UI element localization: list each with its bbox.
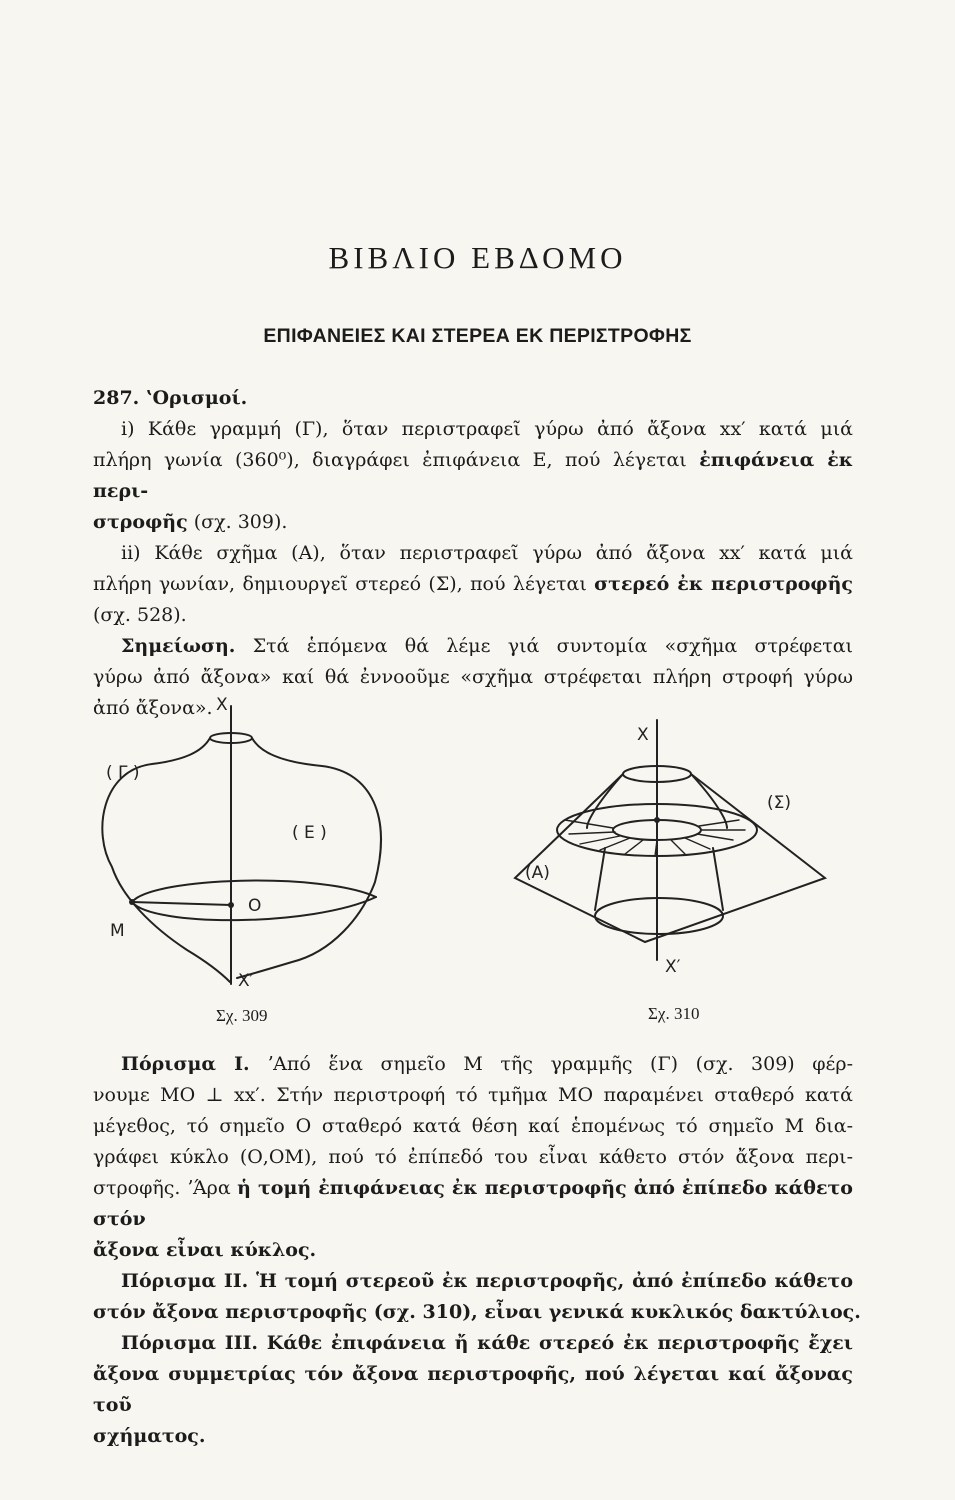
label-gamma: ( Γ ): [106, 763, 140, 783]
inner-right: [691, 774, 727, 828]
corollary-3-line-2: ἄξονα συμμετρίας τόν ἄξονα περιστροφῆς, πού λέγεται καί ἄξονας τοῦ: [93, 1363, 853, 1416]
corollary-2-line-1: [93, 1266, 853, 1297]
item-i-line-1: i) Κάθε γραμμή (Γ), ὅταν περιστραφεῖ γύρω ἀπό ἄξονα xx′ κατά μιά: [121, 418, 853, 440]
label-x-top: X: [216, 695, 228, 715]
corollaries-block: [93, 1049, 861, 1452]
corollary-3-line-3: σχήματος.: [93, 1425, 206, 1447]
label-e: ( Ε ): [292, 823, 327, 843]
item-ii-term: στερεό ἐκ περιστροφῆς: [594, 573, 853, 595]
point-m: [129, 899, 135, 905]
profile-right: [237, 738, 381, 978]
item-ii-line-2-text: πλήρη γωνίαν, δημιουργεῖ στερεό (Σ), πού λέγεται: [93, 573, 595, 595]
corollary-1-line-3: μέγεθος, τό σημεῖο Ο σταθερό κατά θέση καί ἑπομένως τό σημεῖο Μ δια-: [93, 1115, 853, 1137]
item-i-line-3: [93, 507, 853, 538]
label-x-bottom: X′: [665, 957, 681, 977]
corollary-2-line-2: στόν ἄξονα περιστροφῆς (σχ. 310), εἶναι γενικά κυκλικός δακτύλιος.: [93, 1301, 861, 1323]
axis-point: [654, 817, 660, 823]
item-ii-line-1: ii) Κάθε σχῆμα (Α), ὅταν περιστραφεῖ γύρω ἀπό ἄξονα xx′ κατά μιά: [121, 542, 853, 564]
label-m: M: [110, 921, 125, 941]
corollary-1-line-5: [93, 1173, 853, 1235]
definitions-block: [93, 383, 853, 724]
corollary-1-label: Πόρισμα Ι.: [121, 1053, 250, 1075]
section-heading: 287. ʽΟρισμοί.: [93, 387, 248, 409]
item-ii-line-2: [93, 569, 853, 600]
chapter-title: ΕΠΙΦΑΝΕΙΕΣ ΚΑΙ ΣΤΕΡΕΑ ΕΚ ΠΕΡΙΣΤΡΟΦΗΣ: [263, 325, 692, 347]
figure-310-drawing: [505, 710, 845, 990]
point-o: [228, 902, 234, 908]
corollary-3-line-1: [93, 1328, 853, 1359]
label-x-bottom: X′: [238, 971, 254, 991]
corollary-2-label: Πόρισμα ΙΙ.: [121, 1270, 249, 1292]
figure-310-caption: Σχ. 310: [648, 1004, 700, 1023]
corollary-1-conclusion: ἡ τομή ἐπιφάνειας ἐκ περιστροφῆς ἀπό ἐπίπεδο κάθετο στόν: [93, 1177, 853, 1230]
item-i-ref: (σχ. 309).: [187, 511, 288, 533]
figure-310: [505, 710, 845, 990]
book-title: ΒΙΒΛΙΟ ΕΒΔΟΜΟ: [328, 240, 627, 275]
note-text: Στά ἑπόμενα θά λέμε γιά συντομία «σχῆμα στρέφεται: [235, 635, 853, 657]
figure-309: [92, 692, 422, 1002]
figure-309-caption: Σχ. 309: [216, 1006, 268, 1025]
corollary-1-line-5-text: στροφῆς. ʼΆρα: [93, 1177, 238, 1199]
item-ii-line-3: (σχ. 528).: [93, 604, 187, 626]
lower-right: [713, 848, 723, 910]
figure-309-drawing: [92, 692, 422, 1002]
item-i-line-2: [93, 445, 853, 507]
radius-mo: [132, 902, 231, 905]
item-i-term: ἐπιφάνεια ἐκ περι-: [93, 449, 853, 502]
corollary-1-line-6: ἄξονα εἶναι κύκλος.: [93, 1239, 317, 1261]
corollary-1-line-2: νουμε ΜΟ ⊥ xx′. Στήν περιστροφή τό τμῆμα ΜΟ παραμένει σταθερό κατά: [93, 1084, 853, 1106]
bottom-ellipse: [595, 898, 723, 934]
corollary-2-text: Ἡ τομή στερεοῦ ἐκ περιστροφῆς, ἀπό ἐπίπεδο κάθετο: [248, 1270, 853, 1292]
corollary-1-line-4: γράφει κύκλο (Ο,ΟΜ), πού τό ἐπίπεδό του εἶναι κάθετο στόν ἄξονα περι-: [93, 1146, 853, 1168]
corollary-3-label: Πόρισμα ΙΙΙ.: [121, 1332, 259, 1354]
corollary-1-line-1: [93, 1049, 853, 1080]
label-o: O: [248, 896, 262, 916]
item-i-line-2-text: πλήρη γωνία (360⁰), διαγράφει ἐπιφάνεια Ε, πού λέγεται: [93, 449, 700, 471]
lower-left: [595, 848, 605, 910]
label-sigma: (Σ): [767, 793, 792, 813]
item-i-term-end: στροφῆς: [93, 511, 188, 533]
inner-left: [587, 774, 623, 828]
note-label: Σημείωση.: [121, 635, 236, 657]
note-line-2: γύρω ἀπό ἄξονα» καί θά ἐννοοῦμε «σχῆμα στρέφεται πλήρη στροφή γύρω: [93, 666, 853, 688]
corollary-3-text: Κάθε ἐπιφάνεια ἤ κάθε στερεό ἐκ περιστροφῆς ἔχει: [258, 1332, 854, 1354]
label-x-top: X: [637, 725, 649, 745]
corollary-1-text: ʼΑπό ἕνα σημεῖο Μ τῆς γραμμῆς (Γ) (σχ. 309) φέρ-: [249, 1053, 853, 1075]
note-line-1: [93, 631, 853, 662]
note-line-3: ἀπό ἄξονα».: [93, 697, 213, 719]
label-a: (Α): [525, 863, 550, 883]
